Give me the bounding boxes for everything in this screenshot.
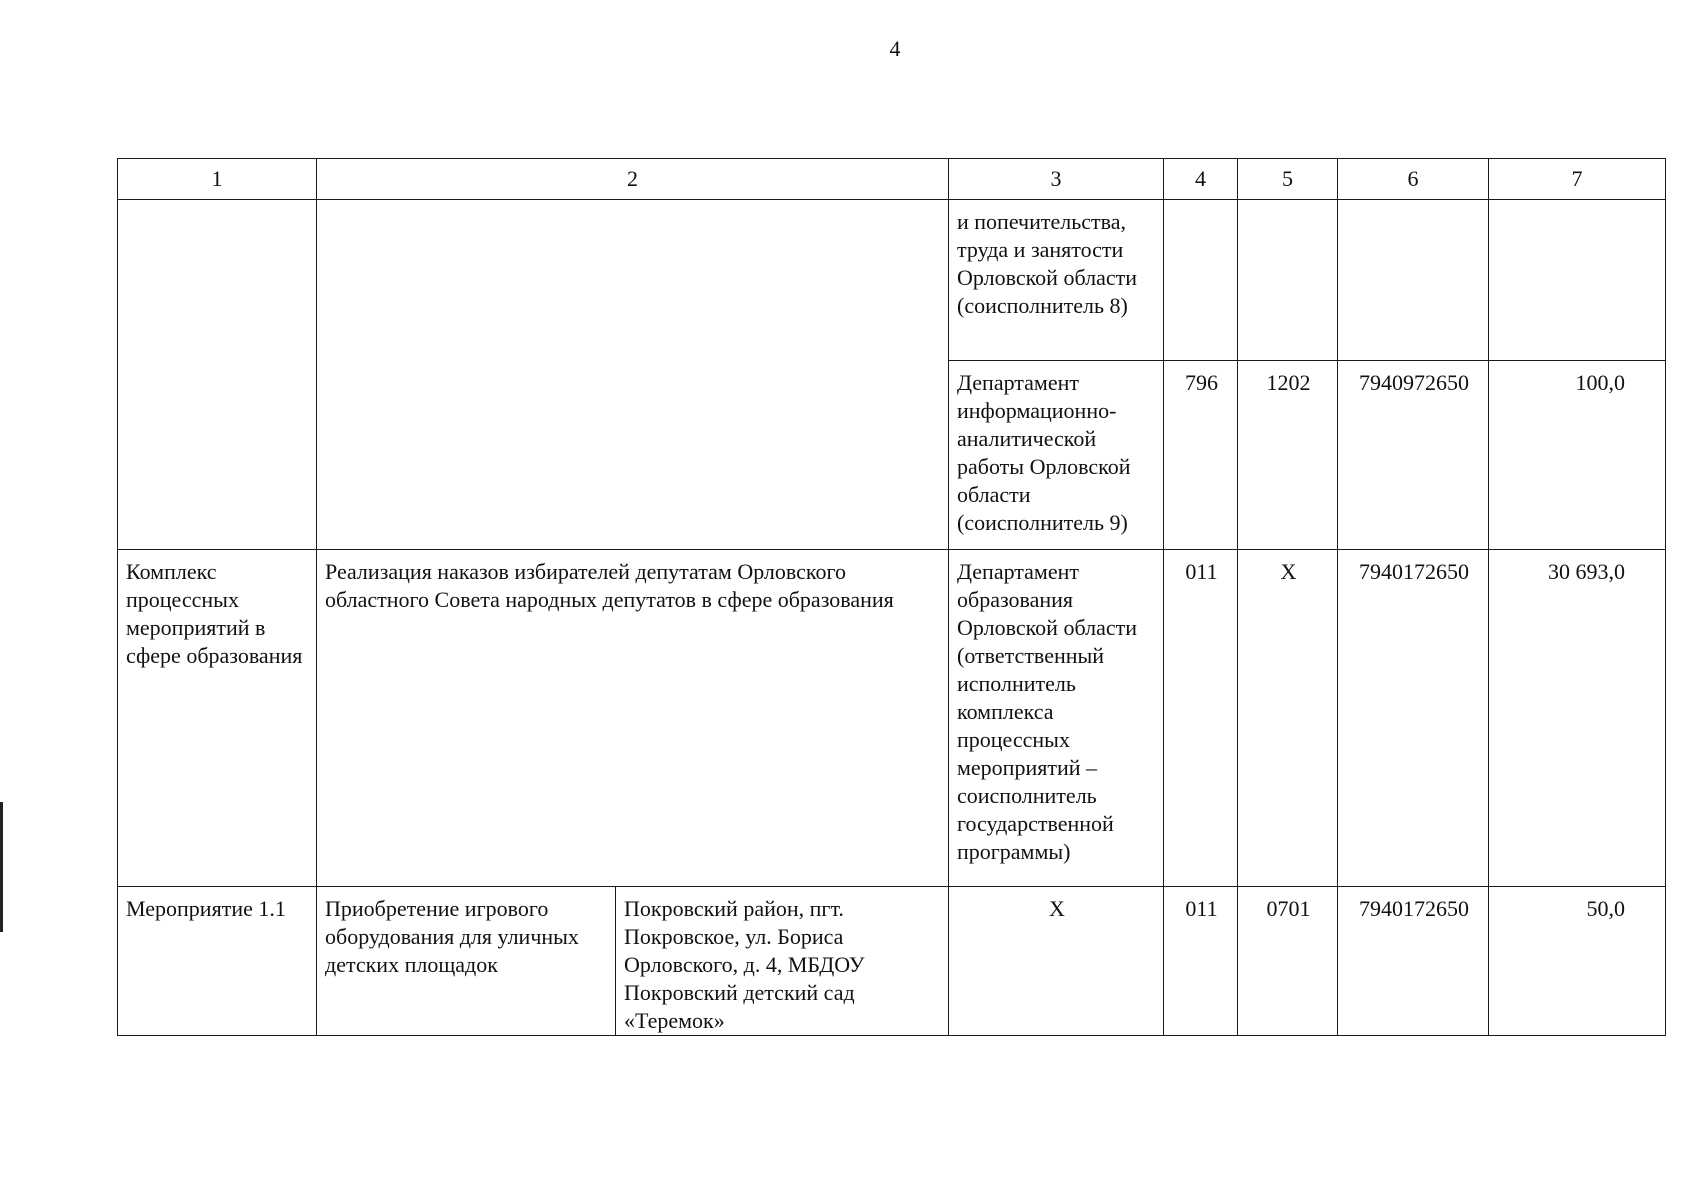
executor-cell: Департамент образования Орловской области (ответственный исполнитель комплекса процессных мероприятий – соисполнитель государственной программы)	[949, 550, 1164, 887]
executor-cell: Х	[949, 887, 1164, 1036]
header-cell-3: 3	[949, 159, 1164, 200]
header-cell-4: 4	[1164, 159, 1238, 200]
table-row	[118, 200, 1666, 361]
code-cell-5: 1202	[1238, 361, 1338, 550]
row-cell-empty	[1489, 200, 1666, 361]
table-row	[118, 550, 1666, 887]
row-cell-empty	[1238, 200, 1338, 361]
header-cell-7: 7	[1489, 159, 1666, 200]
header-cell-6: 6	[1338, 159, 1489, 200]
scan-edge-mark	[0, 802, 3, 932]
code-cell-6: 7940972650	[1338, 361, 1489, 550]
header-cell-1: 1	[118, 159, 317, 200]
name-cell: Приобретение игрового оборудования для уличных детских площадок	[317, 887, 616, 1036]
location-cell: Покровский район, пгт. Покровское, ул. Бориса Орловского, д. 4, МБДОУ Покровский детский сад «Теремок»	[616, 887, 949, 1036]
row-cell-empty	[317, 200, 949, 550]
code-cell-4: 011	[1164, 887, 1238, 1036]
header-cell-5: 5	[1238, 159, 1338, 200]
executor-cell: и попечительства, труда и занятости Орловской области (соисполнитель 8)	[949, 200, 1164, 361]
row-cell-empty	[1164, 200, 1238, 361]
code-cell-6: 7940172650	[1338, 887, 1489, 1036]
amount-cell: 100,0	[1489, 361, 1666, 550]
row-cell-empty	[118, 200, 317, 550]
code-cell-4: 796	[1164, 361, 1238, 550]
code-cell-5: 0701	[1238, 887, 1338, 1036]
table-header-row	[118, 159, 1666, 200]
title-cell: Комплекс процессных мероприятий в сфере образования	[118, 550, 317, 887]
code-cell-4: 011	[1164, 550, 1238, 887]
code-cell-5: Х	[1238, 550, 1338, 887]
header-cell-2: 2	[317, 159, 949, 200]
amount-cell: 50,0	[1489, 887, 1666, 1036]
budget-table	[117, 158, 1666, 1036]
name-cell: Реализация наказов избирателей депутатам Орловского областного Совета народных депутатов в сфере образования	[317, 550, 949, 887]
amount-cell: 30 693,0	[1489, 550, 1666, 887]
row-cell-empty	[1338, 200, 1489, 361]
executor-cell: Департамент информационно-аналитической работы Орловской области (соисполнитель 9)	[949, 361, 1164, 550]
page-number: 4	[889, 36, 901, 61]
title-cell: Мероприятие 1.1	[118, 887, 317, 1036]
table-row	[118, 887, 1666, 1036]
code-cell-6: 7940172650	[1338, 550, 1489, 887]
